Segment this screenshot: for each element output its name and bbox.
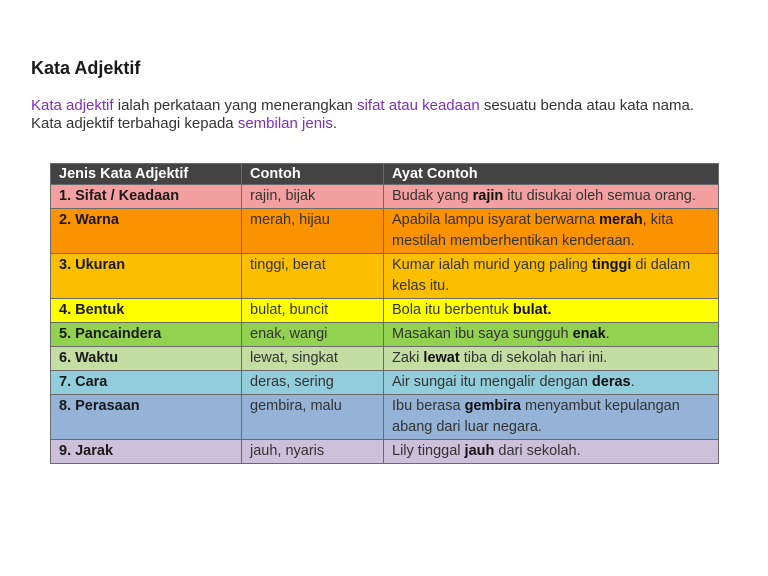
ayat-text: di dalam kelas itu. — [392, 257, 691, 294]
cell-jenis: 5. Pancaindera — [51, 323, 242, 347]
cell-contoh: rajin, bijak — [242, 185, 384, 209]
ayat-text: tiba di sekolah hari ini. — [459, 350, 608, 366]
ayat-adjective-bold: rajin — [472, 188, 504, 204]
cell-ayat-contoh — [384, 440, 719, 464]
ayat-text: Kumar ialah murid yang paling — [392, 257, 592, 273]
ayat-adjective-bold: lewat — [423, 350, 460, 366]
cell-jenis: 7. Cara — [51, 371, 242, 395]
table-row — [51, 323, 719, 347]
ayat-text: Lily tinggal — [392, 443, 465, 459]
cell-contoh: tinggi, berat — [242, 254, 384, 299]
table-row — [51, 347, 719, 371]
cell-jenis: 2. Warna — [51, 209, 242, 254]
ayat-adjective-bold: merah — [599, 212, 643, 228]
cell-contoh: deras, sering — [242, 371, 384, 395]
ayat-adjective-bold: bulat. — [512, 302, 552, 318]
cell-ayat-contoh — [384, 185, 719, 209]
cell-jenis: 4. Bentuk — [51, 299, 242, 323]
intro-text-segment: . — [332, 115, 338, 132]
cell-ayat-contoh — [384, 347, 719, 371]
ayat-text: Bola itu berbentuk — [392, 302, 513, 318]
cell-contoh: lewat, singkat — [242, 347, 384, 371]
ayat-adjective-bold: gembira — [464, 398, 521, 414]
ayat-text: . — [605, 326, 610, 342]
table-row — [51, 299, 719, 323]
intro-paragraph-2 — [31, 115, 731, 133]
cell-jenis: 8. Perasaan — [51, 395, 242, 440]
ayat-text: dari sekolah. — [494, 443, 581, 459]
table-row — [51, 209, 719, 254]
ayat-text: Zaki — [392, 350, 424, 366]
table-row — [51, 440, 719, 464]
cell-jenis: 3. Ukuran — [51, 254, 242, 299]
ayat-adjective-bold: jauh — [464, 443, 495, 459]
cell-contoh: jauh, nyaris — [242, 440, 384, 464]
table-row — [51, 395, 719, 440]
ayat-text: . — [630, 374, 635, 390]
ayat-text: Air sungai itu mengalir dengan — [392, 374, 592, 390]
intro-text — [31, 97, 731, 133]
header-contoh: Contoh — [242, 164, 384, 185]
intro-text-segment: sesuatu benda atau kata nama. — [479, 97, 694, 114]
intro-highlight-sifat: sifat atau keadaan — [357, 97, 480, 114]
table-row — [51, 185, 719, 209]
intro-text-segment: ialah perkataan yang menerangkan — [113, 97, 358, 114]
header-jenis: Jenis Kata Adjektif — [51, 164, 242, 185]
ayat-text: Apabila lampu isyarat berwarna — [392, 212, 600, 228]
ayat-text: Budak yang — [392, 188, 473, 204]
intro-paragraph-1 — [31, 97, 731, 115]
cell-contoh: merah, hijau — [242, 209, 384, 254]
ayat-text: Ibu berasa — [392, 398, 465, 414]
cell-contoh: enak, wangi — [242, 323, 384, 347]
ayat-text: itu disukai oleh semua orang. — [503, 188, 696, 204]
table-row — [51, 254, 719, 299]
cell-ayat-contoh — [384, 254, 719, 299]
table-row — [51, 371, 719, 395]
cell-ayat-contoh — [384, 395, 719, 440]
page-title: Kata Adjektif — [31, 58, 141, 78]
intro-highlight-kata-adjektif: Kata adjektif — [31, 97, 114, 114]
ayat-text: , kita mestilah memberhentikan kenderaan. — [392, 212, 674, 249]
cell-jenis: 9. Jarak — [51, 440, 242, 464]
intro-text-segment: Kata adjektif terbahagi kepada — [31, 115, 238, 132]
cell-contoh: bulat, buncit — [242, 299, 384, 323]
cell-ayat-contoh — [384, 323, 719, 347]
cell-ayat-contoh — [384, 371, 719, 395]
ayat-adjective-bold: tinggi — [591, 257, 632, 273]
cell-ayat-contoh — [384, 299, 719, 323]
ayat-text: Masakan ibu saya sungguh — [392, 326, 573, 342]
cell-ayat-contoh — [384, 209, 719, 254]
ayat-text: menyambut kepulangan abang dari luar negara. — [392, 398, 680, 435]
header-ayat-contoh: Ayat Contoh — [384, 164, 719, 185]
ayat-adjective-bold: deras — [591, 374, 631, 390]
adjective-table — [50, 163, 719, 464]
cell-jenis: 1. Sifat / Keadaan — [51, 185, 242, 209]
cell-jenis: 6. Waktu — [51, 347, 242, 371]
table-header-row — [51, 164, 719, 185]
ayat-adjective-bold: enak — [572, 326, 606, 342]
cell-contoh: gembira, malu — [242, 395, 384, 440]
intro-highlight-sembilan-jenis: sembilan jenis — [237, 115, 333, 132]
